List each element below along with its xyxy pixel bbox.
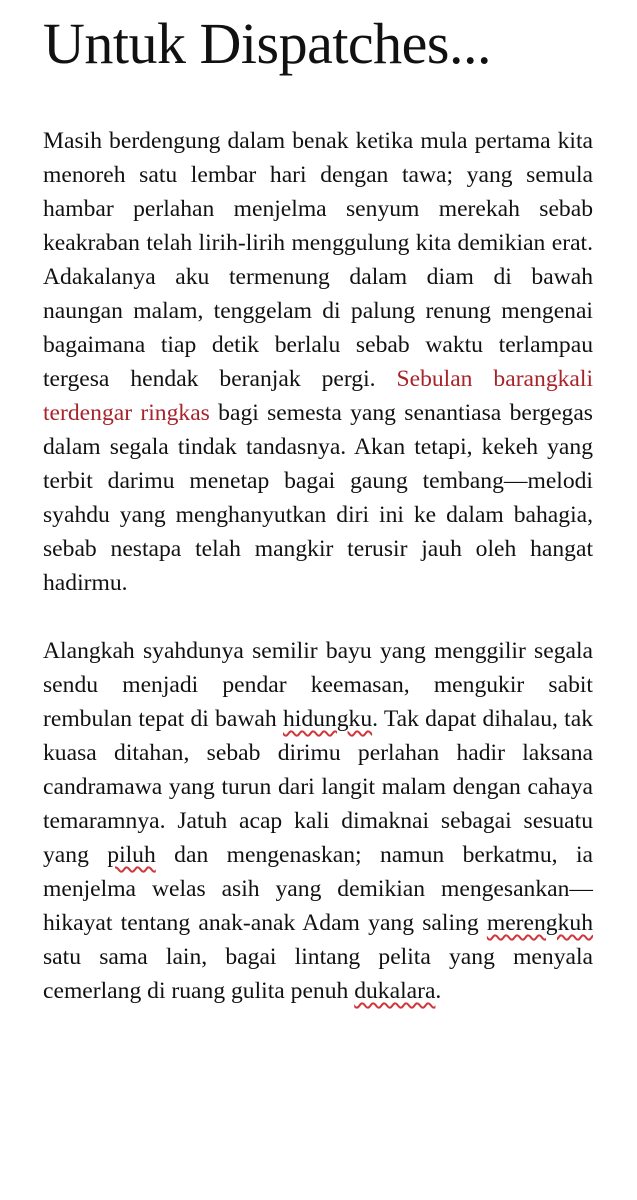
paragraph-2-text-a: Alangkah syahdunya semilir bayu yang menggilir segala sendu menjadi pendar keemasan, mengukir sabit rembulan tepat di bawah (43, 638, 593, 732)
spellcheck-word-piluh[interactable]: piluh (107, 842, 156, 868)
paragraph-2-text-c: dan mengenaskan; namun berkatmu, ia menjelma welas asih yang demikian mengesankan—hikayat tentang anak-anak Adam yang saling (43, 842, 594, 936)
paragraph-2 (43, 634, 593, 1008)
spellcheck-word-hidungku[interactable]: hidungku (282, 706, 373, 732)
paragraph-1-text-a: Masih berdengung dalam benak ketika mula pertama kita menoreh satu lembar hari dengan tawa; yang semula hambar perlahan menjelma senyum merekah sebab keakraban telah lirih-lirih menggulung kita demikian erat. Adakalanya aku termenung dalam diam di bawah naungan malam, tenggelam di palung renung mengenai bagaimana tiap detik berlalu sebab waktu terlampau tergesa hendak beranjak pergi. (43, 128, 593, 392)
article (43, 0, 593, 1008)
paragraph-2-text-b: . Tak dapat dihalau, tak kuasa ditahan, sebab dirimu perlahan hadir laksana candramawa yang turun dari langit malam dengan cahaya temaramnya. Jatuh acap kali dimaknai sebagai sesuatu yang (43, 706, 593, 868)
paragraph-1-text-b: bagi semesta yang senantiasa bergegas dalam segala tindak tandasnya. Akan tetapi, kekeh yang terbit darimu menetap bagai gaung tembang—melodi syahdu yang menghanyutkan diri ini ke dalam bahagia, sebab nestapa telah mangkir terusir jauh oleh hangat hadirmu. (43, 400, 593, 596)
paragraph-2-text-e: . (435, 978, 442, 1004)
spellcheck-word-merengkuh[interactable]: merengkuh (486, 910, 593, 936)
paragraph-1 (43, 124, 593, 600)
paragraph-2-text-d: satu sama lain, bagai lintang pelita yang menyala cemerlang di ruang gulita penuh (43, 944, 593, 1004)
spellcheck-word-dukalara[interactable]: dukalara (354, 978, 436, 1004)
article-title: Untuk Dispatches... (43, 11, 491, 76)
highlighted-text[interactable]: Sebulan barangkali terdengar ringkas (43, 366, 593, 426)
